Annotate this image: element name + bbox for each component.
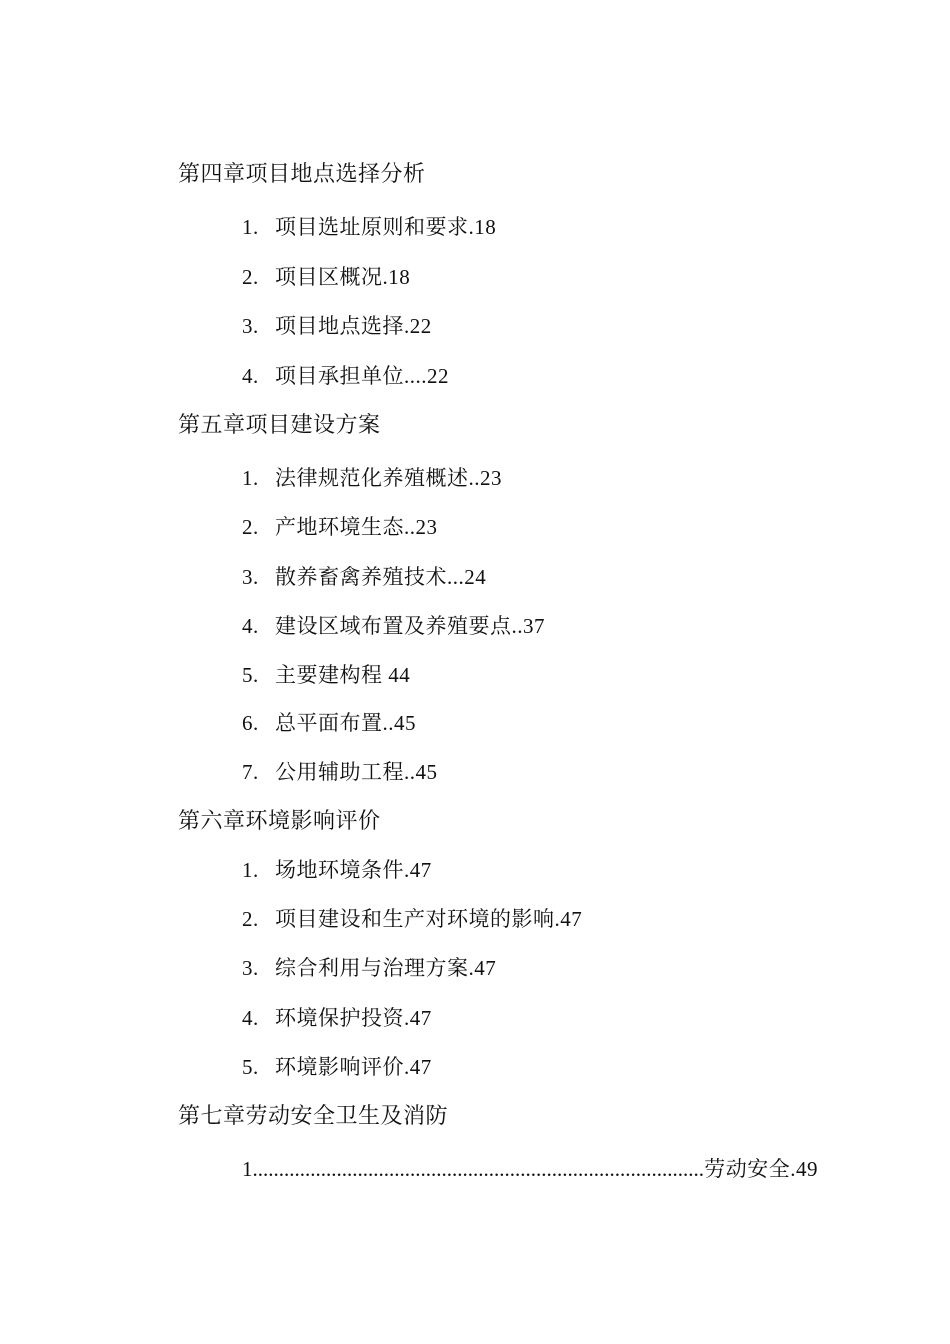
- toc-entry-number: 3.: [242, 565, 259, 589]
- toc-entry-number: 1: [242, 1157, 253, 1181]
- toc-entry-number: 2.: [242, 515, 259, 539]
- toc-entry-text: 场地环境条件.47: [275, 858, 432, 882]
- toc-entry-text: 劳动安全.49: [704, 1157, 818, 1181]
- toc-entry: [242, 513, 438, 541]
- chapter-4-heading: 第四章项目地点选择分析: [178, 161, 426, 186]
- toc-entry: [242, 709, 416, 737]
- toc-entry-number: 1.: [242, 215, 259, 239]
- chapter-6-heading: 第六章环境影响评价: [178, 808, 381, 833]
- toc-entry: [242, 362, 449, 390]
- toc-entry-number: 4.: [242, 364, 259, 388]
- toc-entry: [242, 661, 410, 689]
- toc-entry-dotted: [242, 1155, 818, 1183]
- toc-entry-number: 5.: [242, 1055, 259, 1079]
- toc-entry: [242, 213, 496, 241]
- chapter-5-heading: 第五章项目建设方案: [178, 412, 381, 437]
- toc-entry-text: 法律规范化养殖概述..23: [275, 466, 502, 490]
- toc-entry-number: 4.: [242, 614, 259, 638]
- toc-entry-text: 综合利用与治理方案.47: [275, 956, 497, 980]
- toc-entry-number: 3.: [242, 956, 259, 980]
- toc-entry-number: 2.: [242, 907, 259, 931]
- toc-entry-number: 3.: [242, 314, 259, 338]
- toc-entry-number: 1.: [242, 858, 259, 882]
- toc-entry-text: 项目承担单位....22: [275, 364, 449, 388]
- toc-entry-text: 项目建设和生产对环境的影响.47: [275, 907, 583, 931]
- toc-entry-text: 环境保护投资.47: [275, 1006, 432, 1030]
- toc-entry: [242, 1004, 432, 1032]
- toc-entry: [242, 954, 496, 982]
- toc-entry: [242, 1053, 432, 1081]
- toc-entry-text: 公用辅助工程..45: [275, 760, 438, 784]
- toc-entry-number: 1.: [242, 466, 259, 490]
- toc-entry-number: 6.: [242, 711, 259, 735]
- toc-entry: [242, 312, 432, 340]
- toc-entry-text: 产地环境生态..23: [275, 515, 438, 539]
- toc-entry-number: 2.: [242, 265, 259, 289]
- toc-entry: [242, 905, 582, 933]
- toc-entry: [242, 464, 502, 492]
- chapter-7-heading: 第七章劳动安全卫生及消防: [178, 1103, 449, 1128]
- dot-leader: [253, 1155, 705, 1183]
- toc-entry-text: 建设区域布置及养殖要点..37: [275, 614, 545, 638]
- toc-entry: [242, 758, 438, 786]
- toc-entry-number: 4.: [242, 1006, 259, 1030]
- toc-entry-text: 主要建构程 44: [275, 663, 411, 687]
- toc-entry-number: 5.: [242, 663, 259, 687]
- toc-entry-number: 7.: [242, 760, 259, 784]
- toc-entry: [242, 856, 432, 884]
- toc-entry-text: 环境影响评价.47: [275, 1055, 432, 1079]
- toc-entry: [242, 612, 545, 640]
- toc-entry: [242, 263, 410, 291]
- toc-entry-text: 项目选址原则和要求.18: [275, 215, 497, 239]
- toc-entry-text: 散养畜禽养殖技术...24: [275, 565, 487, 589]
- toc-entry-text: 项目区概况.18: [275, 265, 411, 289]
- toc-entry-text: 总平面布置..45: [275, 711, 416, 735]
- toc-entry-text: 项目地点选择.22: [275, 314, 432, 338]
- toc-entry: [242, 563, 486, 591]
